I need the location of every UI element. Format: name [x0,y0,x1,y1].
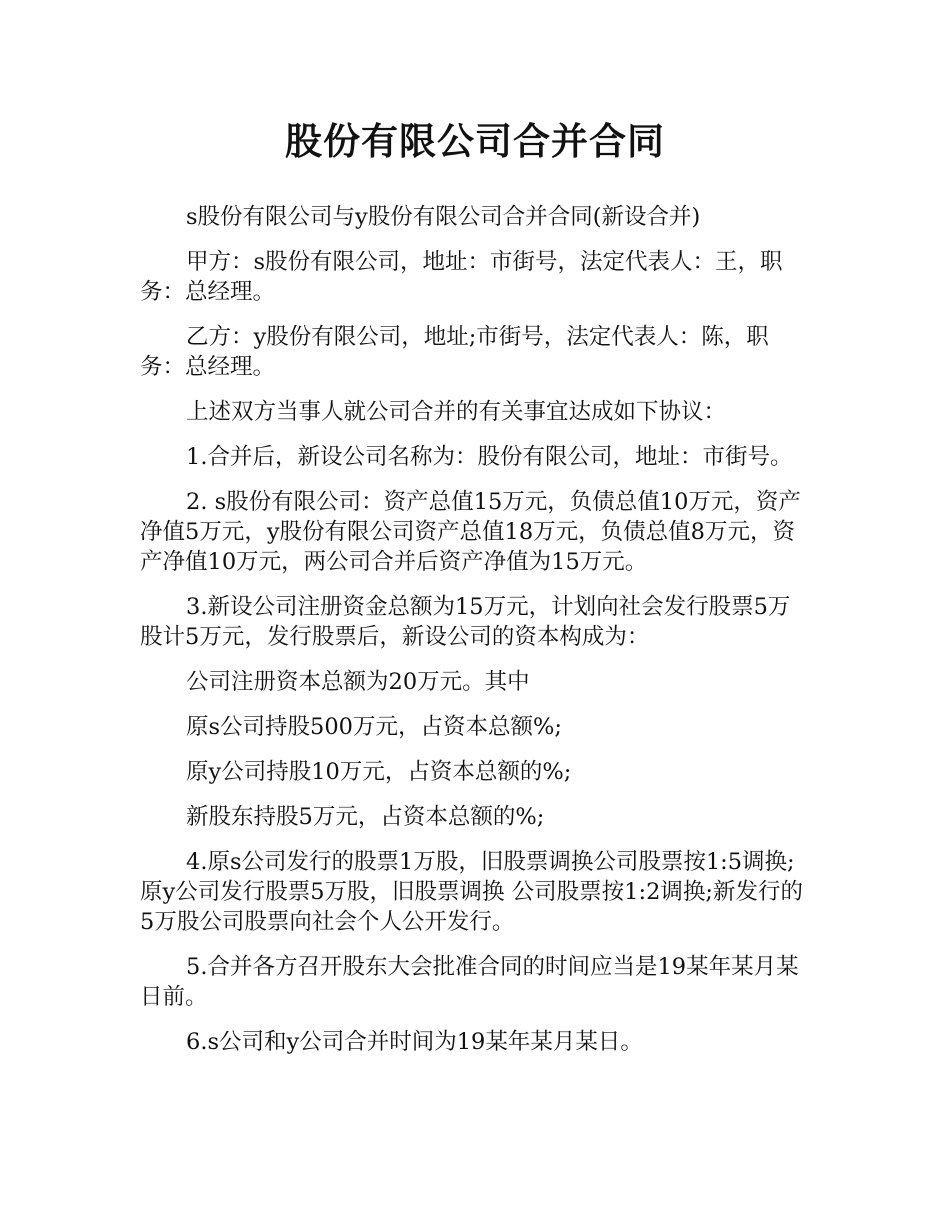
paragraph-capital-y: 原y公司持股10万元，占资本总额的%; [186,759,572,785]
paragraph-clause-6: 6.s公司和y公司合并时间为19某年某月某日。 [186,1029,643,1055]
paragraph-clause-3: 3.新设公司注册资金总额为15万元，计划向社会发行股票5万股计5万元，发行股票后，新设公司的资本构成为： [140,594,791,650]
paragraph-capital-s: 原s公司持股500万元，占资本总额%; [186,714,562,740]
paragraph-agreement-intro: 上述双方当事人就公司合并的有关事宜达成如下协议： [186,399,727,425]
document-body [140,202,810,1057]
paragraph-heading-line: s股份有限公司与y股份有限公司合并合同(新设合并) [186,204,701,230]
paragraph-party-a: 甲方：s股份有限公司，地址：市街号，法定代表人：王，职务：总经理。 [140,249,783,305]
document-title: 股份有限公司合并合同 [285,120,665,163]
paragraph-capital-new: 新股东持股5万元，占资本总额的%; [186,804,545,830]
paragraph-clause-5: 5.合并各方召开股东大会批准合同的时间应当是19某年某月某日前。 [140,954,799,1010]
paragraph-party-b: 乙方：y股份有限公司，地址;市街号，法定代表人：陈，职务：总经理。 [140,324,769,380]
paragraph-clause-1: 1.合并后，新设公司名称为：股份有限公司，地址：市街号。 [186,444,793,470]
paragraph-capital-total: 公司注册资本总额为20万元。其中 [186,669,530,695]
paragraph-clause-4: 4.原s公司发行的股票1万股，旧股票调换公司股票按1:5调换;原y公司发行股票5万股，旧股票调换 公司股票按1:2调换;新发行的5万股公司股票向社会个人公开发行。 [140,849,803,935]
paragraph-clause-2: 2. s股份有限公司：资产总值15万元，负债总值10万元，资产净值5万元，y股份有限公司资产总值18万元，负债总值8万元，资产净值10万元，两公司合并后资产净值为15万元。 [140,489,801,575]
